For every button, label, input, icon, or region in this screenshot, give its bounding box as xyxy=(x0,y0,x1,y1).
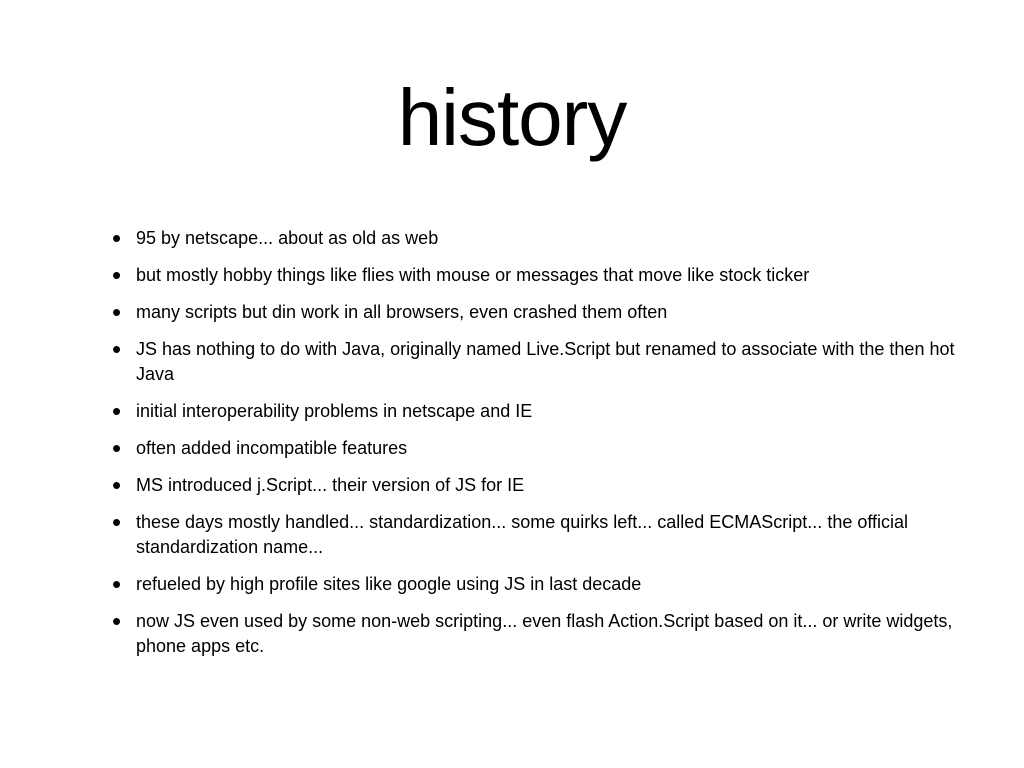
bullet-dot-icon: • xyxy=(112,433,122,463)
slide-title: history xyxy=(397,73,627,162)
bullet-dot-icon: • xyxy=(112,223,122,253)
bullet-item xyxy=(110,297,960,327)
bullet-text: MS introduced j.Script... their version of JS for IE xyxy=(136,475,525,495)
bullet-item xyxy=(110,334,960,387)
bullet-dot-icon: • xyxy=(112,396,122,426)
bullet-item xyxy=(110,470,960,500)
bullet-text: refueled by high profile sites like google using JS in last decade xyxy=(136,574,642,594)
bullet-text: many scripts but din work in all browsers, even crashed them often xyxy=(136,302,668,322)
bullet-text: JS has nothing to do with Java, originally named Live.Script but renamed to associate with the then hot Java xyxy=(136,339,955,384)
bullet-item xyxy=(110,396,960,426)
bullet-dot-icon: • xyxy=(112,569,122,599)
bullet-dot-icon: • xyxy=(112,260,122,290)
bullet-text: these days mostly handled... standardization... some quirks left... called ECMAScript... the official standardization name... xyxy=(136,512,909,557)
bullet-text: initial interoperability problems in netscape and IE xyxy=(136,401,533,421)
bullet-dot-icon: • xyxy=(112,470,122,500)
bullet-text: 95 by netscape... about as old as web xyxy=(136,228,439,248)
bullet-text: often added incompatible features xyxy=(136,438,408,458)
bullet-dot-icon: • xyxy=(112,297,122,327)
bullet-dot-icon: • xyxy=(112,606,122,636)
bullet-item xyxy=(110,433,960,463)
bullet-text: but mostly hobby things like flies with mouse or messages that move like stock ticker xyxy=(136,265,810,285)
bullet-text: now JS even used by some non-web scripting... even flash Action.Script based on it... or write widgets, phone apps etc. xyxy=(136,611,953,656)
bullet-dot-icon: • xyxy=(112,507,122,537)
bullet-item xyxy=(110,569,960,599)
bullet-item xyxy=(110,260,960,290)
bullet-list xyxy=(110,223,960,671)
bullet-item xyxy=(110,223,960,253)
bullet-item xyxy=(110,606,960,659)
bullet-item xyxy=(110,507,960,560)
bullet-dot-icon: • xyxy=(112,334,122,364)
